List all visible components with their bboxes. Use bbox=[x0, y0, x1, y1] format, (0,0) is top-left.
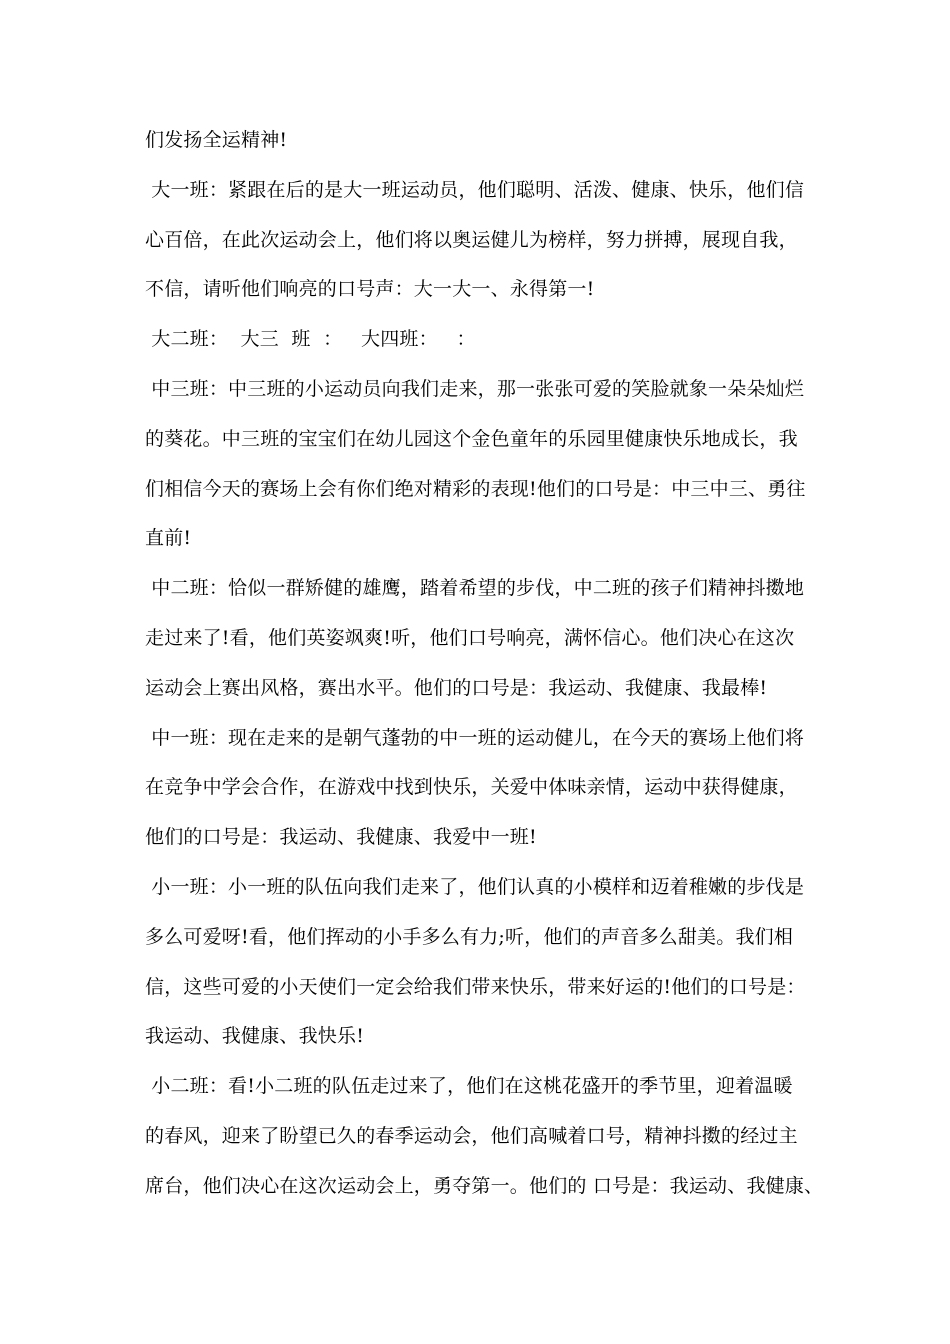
text-line: 心百倍，在此次运动会上，他们将以奥运健儿为榜样，努力拼搏，展现自我， bbox=[145, 229, 798, 251]
text-line: 大二班： 大三 班 ： 大四班： ： bbox=[145, 328, 476, 350]
text-line: 运动会上赛出风格，赛出水平。他们的口号是：我运动、我健康、我最棒! bbox=[145, 677, 768, 699]
text-line: 中一班：现在走来的是朝气蓬勃的中一班的运动健儿，在今天的赛场上他们将 bbox=[145, 727, 805, 749]
text-line: 多么可爱呀!看，他们挥动的小手多么有力;听，他们的声音多么甜美。我们相 bbox=[145, 926, 794, 948]
text-line: 在竞争中学会合作，在游戏中找到快乐，关爱中体味亲情，运动中获得健康， bbox=[145, 776, 798, 798]
text-line: 们相信今天的赛场上会有你们绝对精彩的表现!他们的口号是：中三中三、勇往 bbox=[145, 478, 806, 500]
text-line: 我运动、我健康、我快乐! bbox=[145, 1025, 365, 1047]
text-line: 中二班：恰似一群矫健的雄鹰，踏着希望的步伐，中二班的孩子们精神抖擞地 bbox=[145, 577, 805, 599]
text-line: 信，这些可爱的小天使们一定会给我们带来快乐，带来好运的!他们的口号是： bbox=[145, 976, 806, 998]
text-line: 小二班：看!小二班的队伍走过来了，他们在这桃花盛开的季节里，迎着温暖 bbox=[145, 1075, 793, 1097]
text-line: 的葵花。中三班的宝宝们在幼儿园这个金色童年的乐园里健康快乐地成长，我 bbox=[145, 428, 798, 450]
text-line: 直前! bbox=[145, 527, 192, 549]
text-line: 走过来了!看，他们英姿飒爽!听，他们口号响亮，满怀信心。他们决心在这次 bbox=[145, 627, 795, 649]
text-line: 们发扬全运精神! bbox=[145, 129, 288, 151]
text-line: 小一班：小一班的队伍向我们走来了，他们认真的小模样和迈着稚嫩的步伐是 bbox=[145, 876, 805, 898]
text-line: 大一班：紧跟在后的是大一班运动员，他们聪明、活泼、健康、快乐，他们信 bbox=[145, 179, 805, 201]
text-line: 中三班：中三班的小运动员向我们走来，那一张张可爱的笑脸就象一朵朵灿烂 bbox=[145, 378, 805, 400]
text-line: 他们的口号是：我运动、我健康、我爱中一班! bbox=[145, 826, 537, 848]
text-line: 席台，他们决心在这次运动会上，勇夺第一。他们的 口号是：我运动、我健康、 bbox=[145, 1175, 824, 1197]
text-line: 不信，请听他们响亮的口号声：大一大一、永得第一! bbox=[145, 278, 595, 300]
text-line: 的春风，迎来了盼望已久的春季运动会，他们高喊着口号，精神抖擞的经过主 bbox=[145, 1125, 798, 1147]
